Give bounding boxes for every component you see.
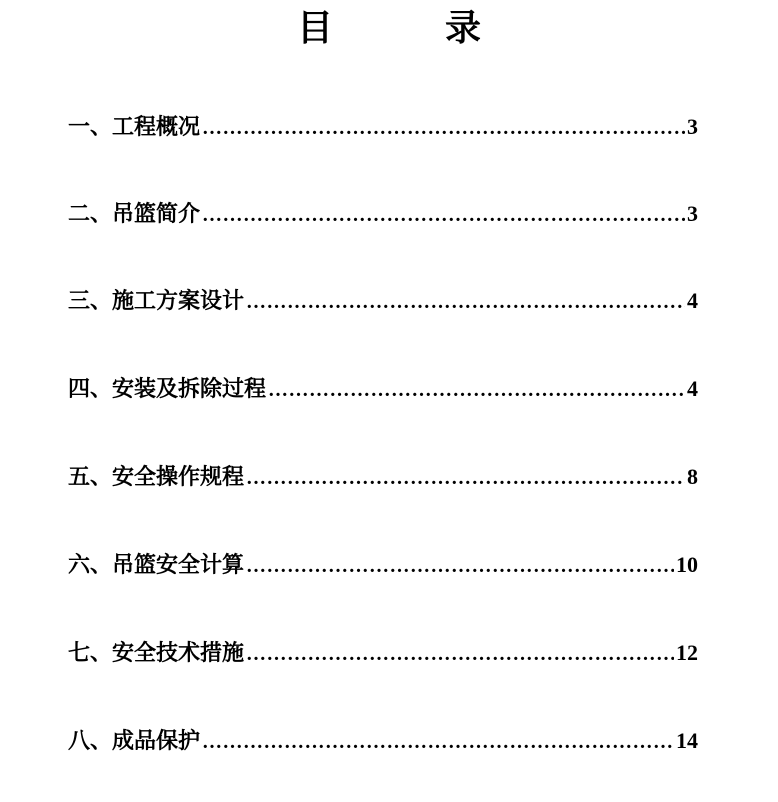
toc-leader-dots xyxy=(268,375,685,405)
toc-leader-dots xyxy=(246,639,674,669)
toc-entry[interactable] xyxy=(68,199,698,229)
toc-leader-dots xyxy=(246,463,685,493)
toc-entry-label: 四、安装及拆除过程 xyxy=(68,376,267,402)
toc-title-char-2: 录 xyxy=(445,7,482,49)
toc-entry-page: 12 xyxy=(676,640,698,665)
toc-entry[interactable] xyxy=(68,550,698,580)
toc-entry[interactable] xyxy=(68,374,698,404)
toc-entry-label: 八、成品保护 xyxy=(68,728,201,754)
toc-entry-page: 3 xyxy=(687,114,698,139)
toc-entry[interactable] xyxy=(68,462,698,492)
toc-leader-dots xyxy=(246,287,685,317)
toc-leader-dots xyxy=(202,113,685,143)
toc-entry-label: 二、吊篮简介 xyxy=(68,201,201,227)
toc-entry-label: 六、吊篮安全计算 xyxy=(68,552,245,578)
toc-leader-dots xyxy=(202,727,674,757)
toc-leader-dots xyxy=(246,551,674,581)
toc-entry[interactable] xyxy=(68,286,698,316)
toc-entry-page: 14 xyxy=(676,728,698,753)
toc-entry-page: 10 xyxy=(676,552,698,577)
toc-entry[interactable] xyxy=(68,726,698,756)
toc-entry-page: 3 xyxy=(687,201,698,226)
toc-entry-label: 一、工程概况 xyxy=(68,114,201,140)
toc-entry-label: 三、施工方案设计 xyxy=(68,288,245,314)
toc-entry-label: 七、安全技术措施 xyxy=(68,640,245,666)
toc-leader-dots xyxy=(202,200,685,230)
toc-title xyxy=(0,6,778,50)
toc-entry-page: 8 xyxy=(687,464,698,489)
toc-entry-page: 4 xyxy=(687,288,698,313)
toc-entry-page: 4 xyxy=(687,376,698,401)
toc-title-char-1: 目 xyxy=(296,7,333,49)
toc-entry[interactable] xyxy=(68,112,698,142)
toc-entry-label: 五、安全操作规程 xyxy=(68,464,245,490)
toc-entry[interactable] xyxy=(68,638,698,668)
